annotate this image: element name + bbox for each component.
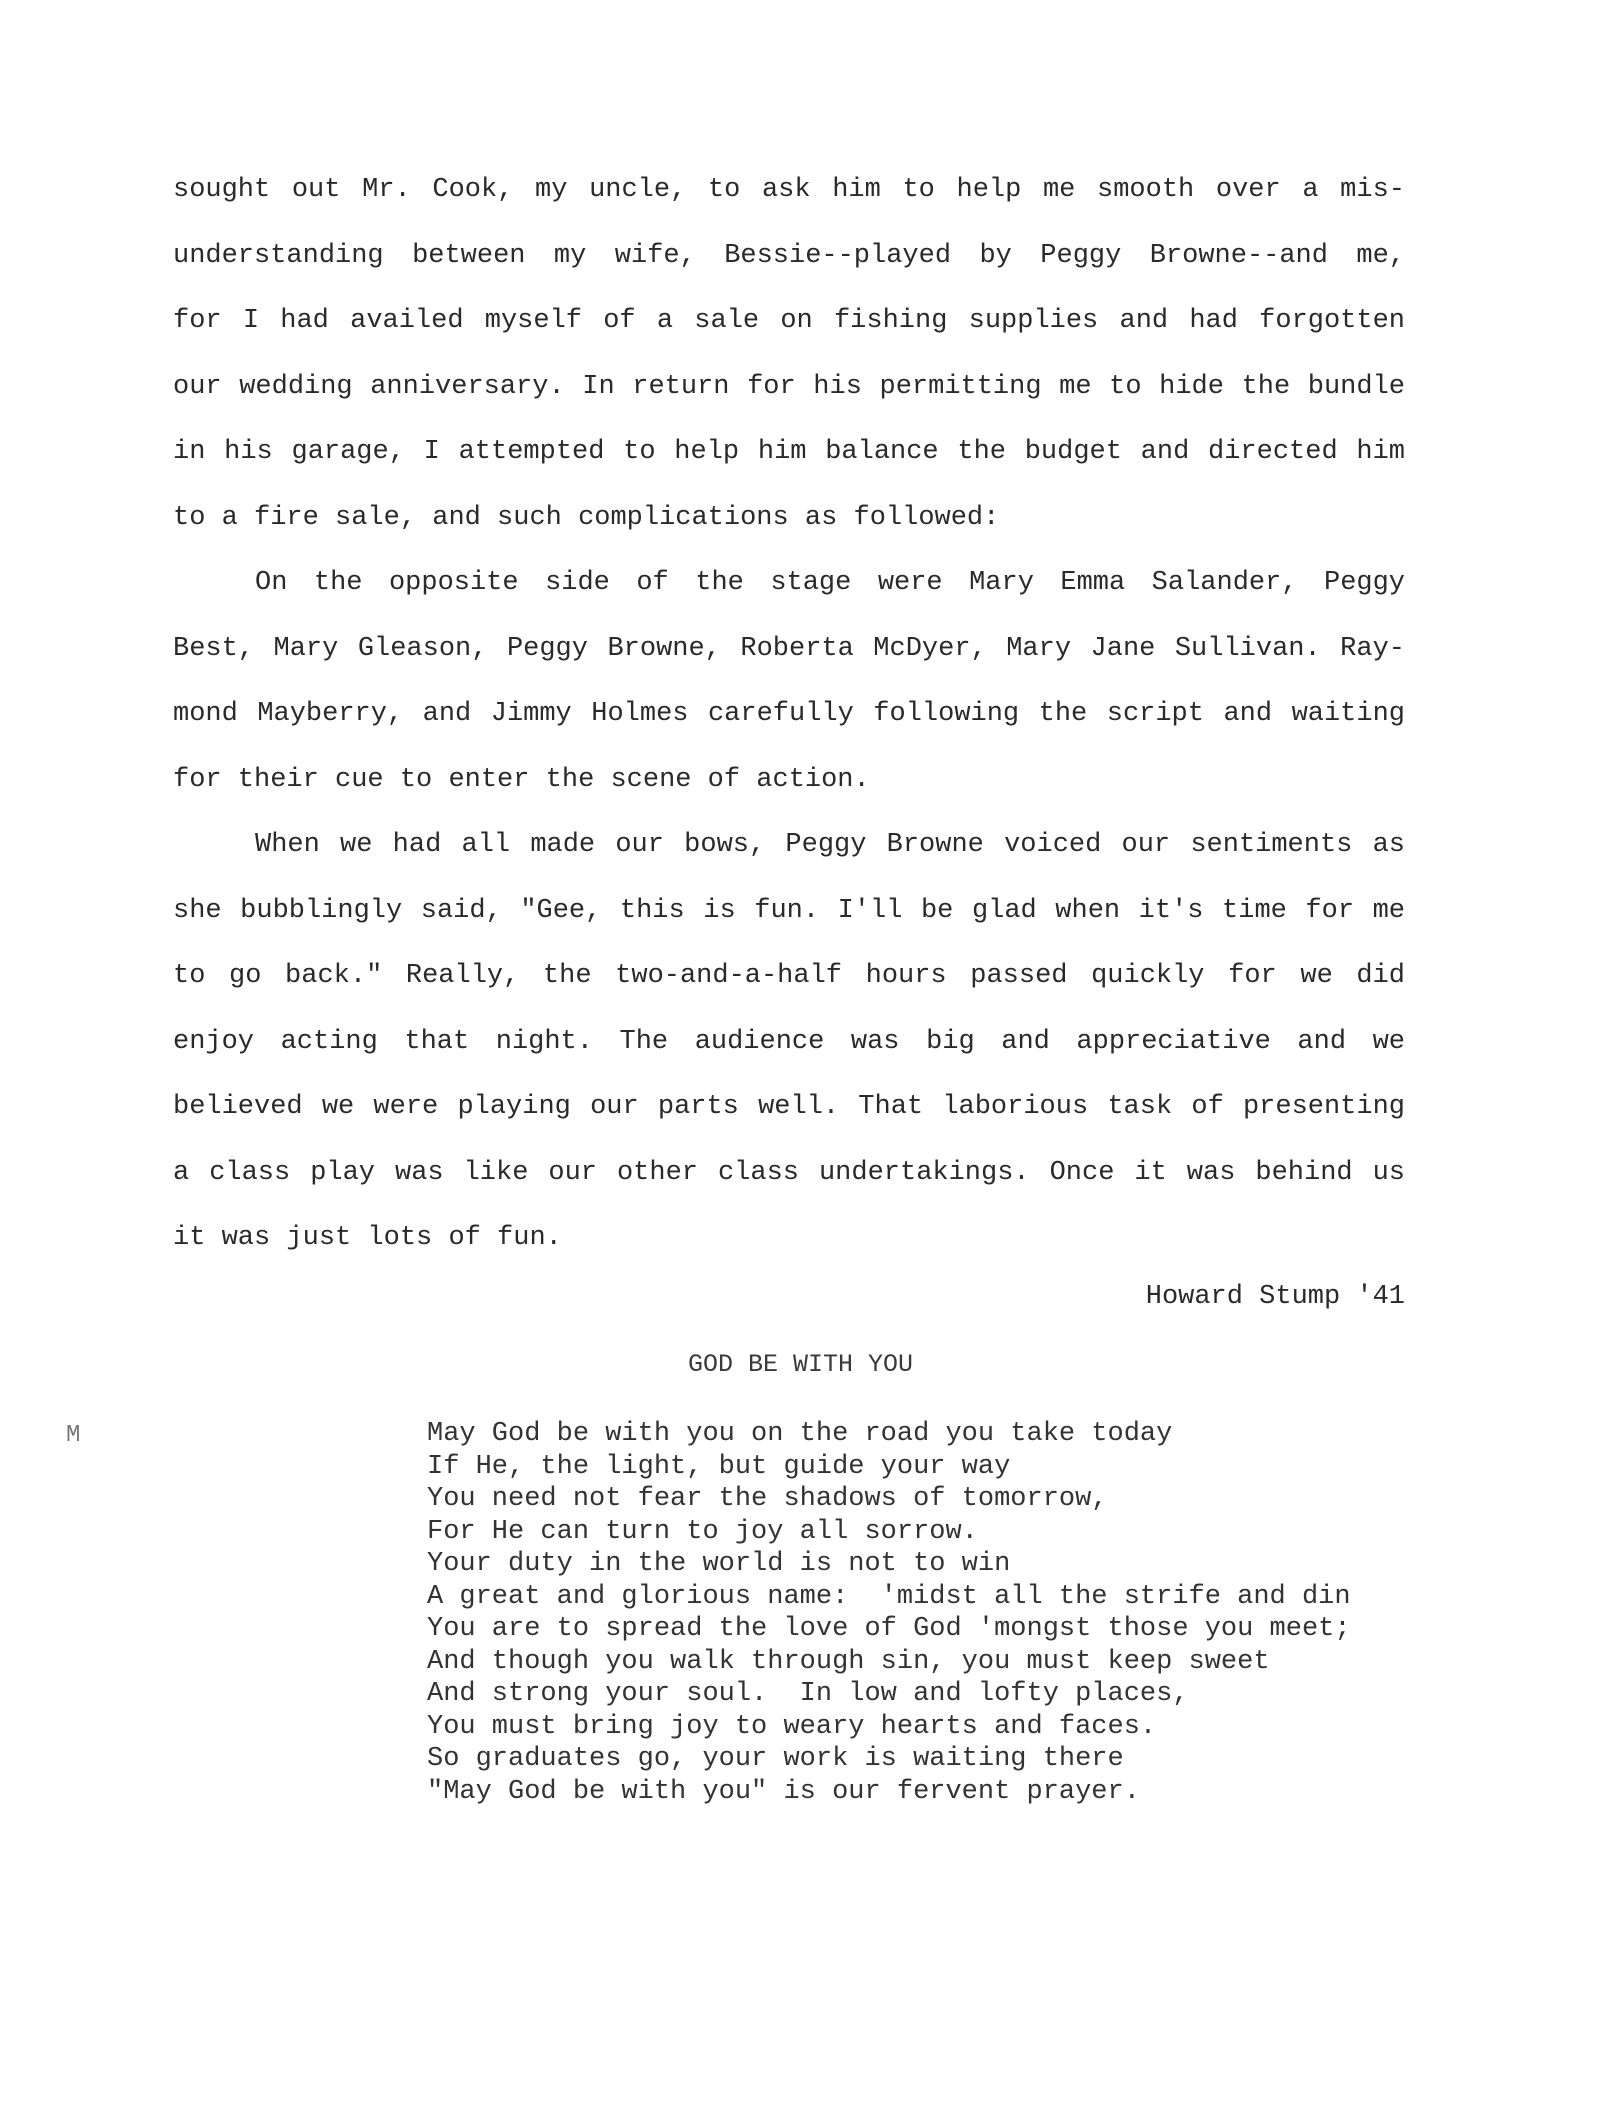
body-line: enjoy acting that night. The audience was big and appreciative and we [173,1026,1405,1057]
body-line: for their cue to enter the scene of action. [173,764,870,795]
poem-line: You are to spread the love of God 'mongst those you meet; [427,1614,1351,1644]
poem-title: GOD BE WITH YOU [687,1350,914,1379]
prose-body [173,170,1405,1284]
body-line: mond Mayberry, and Jimmy Holmes carefully following the script and waiting [173,699,1405,729]
body-line: sought out Mr. Cook, my uncle, to ask him to help me smooth over a mis- [173,175,1405,205]
poem-line: May God be with you on the road you take today [427,1419,1173,1449]
poem-line: And though you walk through sin, you must keep sweet [427,1646,1270,1677]
body-line: to a fire sale, and such complications as followed: [173,502,1000,533]
margin-mark: M [66,1422,81,1449]
poem-body [427,1418,1351,1808]
body-line: in his garage, I attempted to help him balance the budget and directed him [173,437,1405,467]
poem-line: For He can turn to joy all sorrow. [427,1516,978,1547]
poem-line: So graduates go, your work is waiting there [427,1744,1124,1774]
poem-line: Your duty in the world is not to win [427,1549,1011,1579]
body-line: On the opposite side of the stage were Mary Emma Salander, Peggy [255,568,1405,598]
poem-line: You need not fear the shadows of tomorrow, [427,1484,1108,1514]
body-line: understanding between my wife, Bessie--played by Peggy Browne--and me, [173,240,1405,271]
poem-line: A great and glorious name: 'midst all the strife and din [427,1581,1351,1612]
body-line: she bubblingly said, "Gee, this is fun. I'll be glad when it's time for me [173,895,1405,926]
body-line: When we had all made our bows, Peggy Browne voiced our sentiments as [255,830,1405,860]
poem-line: And strong your soul. In low and lofty places, [427,1679,1189,1709]
poem-line: You must bring joy to weary hearts and faces. [427,1711,1157,1742]
body-line: a class play was like our other class undertakings. Once it was behind us [173,1157,1405,1188]
body-line: Best, Mary Gleason, Peggy Browne, Roberta McDyer, Mary Jane Sullivan. Ray- [173,633,1405,664]
body-line: for I had availed myself of a sale on fishing supplies and had forgotten [173,306,1405,336]
poem-line: If He, the light, but guide your way [427,1451,1011,1482]
body-line: it was just lots of fun. [173,1223,562,1253]
poem-line: "May God be with you" is our fervent prayer. [427,1776,1140,1807]
author-signature: Howard Stump '41 [1145,1282,1405,1312]
body-line: to go back." Really, the two-and-a-half hours passed quickly for we did [173,961,1405,991]
body-line: our wedding anniversary. In return for his permitting me to hide the bundle [173,371,1405,402]
body-line: believed we were playing our parts well. That laborious task of presenting [173,1092,1405,1122]
